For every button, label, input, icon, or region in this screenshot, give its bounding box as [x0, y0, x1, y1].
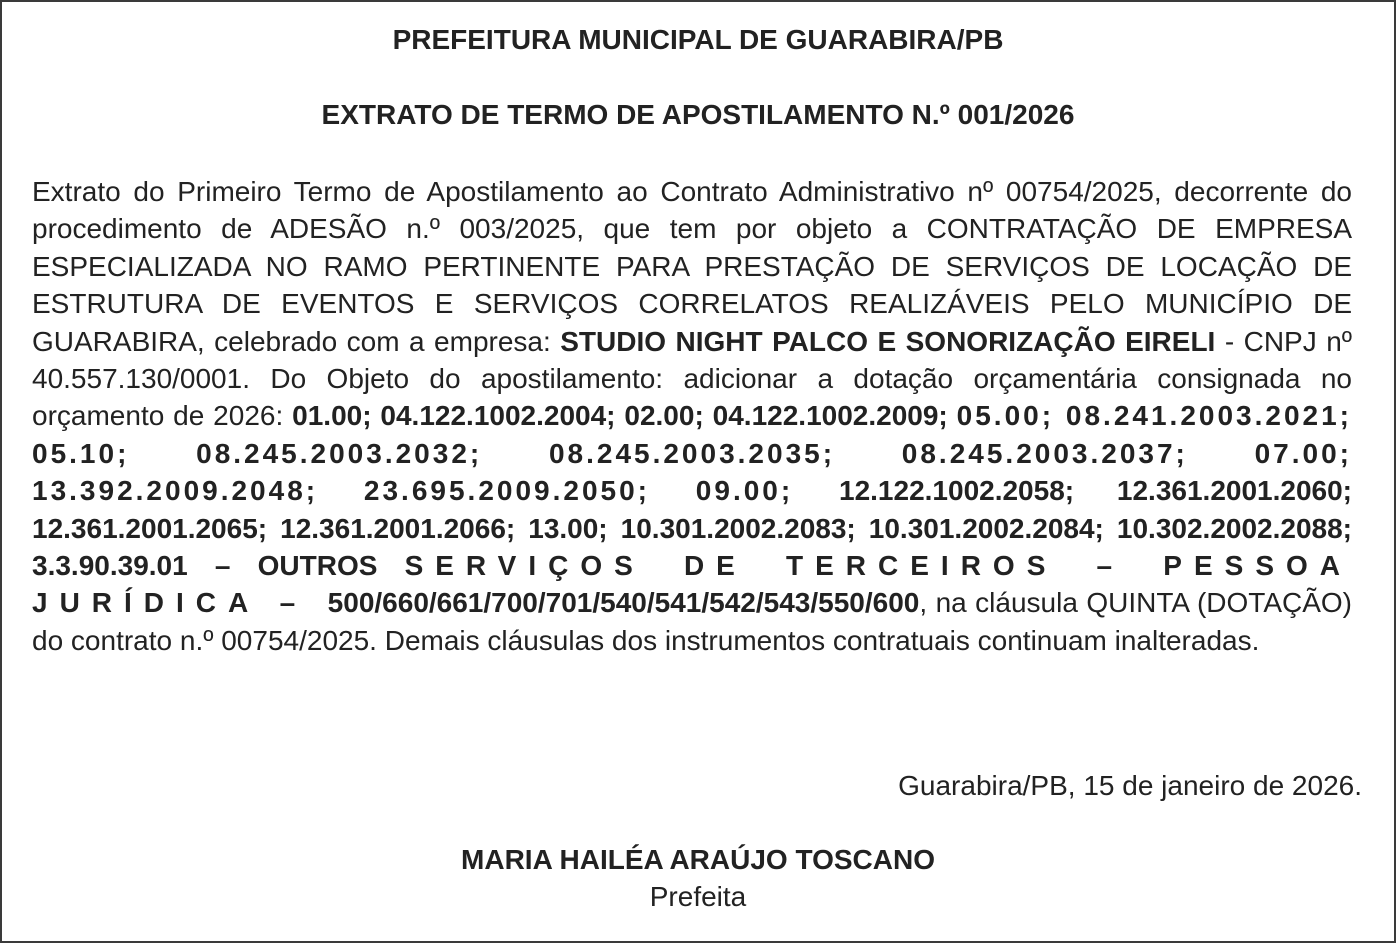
company-name: STUDIO NIGHT PALCO E SONORIZAÇÃO EIRELI	[560, 325, 1216, 357]
budget-codes-e: 500/660/661/700/701/540/541/542/543/550/600	[327, 587, 920, 619]
budget-codes-c: 12.122.1002.2058; 12.361.2001.2060; 12.361.2001.2065; 12.361.2001.2066; 13.00; 10.301.2002.2083; 10.301.2002.2084; 10.302.2002.2088; 3.3.90.39.01 – OUTROS	[32, 475, 1353, 582]
budget-codes-d: SERVIÇOS DE TERCEIROS – PESSOA JURÍDICA –	[32, 550, 1352, 619]
document-title: EXTRATO DE TERMO DE APOSTILAMENTO N.º 001/2026	[321, 99, 1075, 130]
signatory-role: Prefeita	[649, 881, 747, 912]
closing-text: , na cláusula QUINTA (DOTAÇÃO) do contrato n.º 00754/2025. Demais cláusulas dos instrumentos contratuais continuam inalteradas.	[32, 587, 1352, 656]
budget-codes-b: 05.00; 08.241.2003.2021; 05.10; 08.245.2003.2032; 08.245.2003.2035; 08.245.2003.2037; 07.00; 13.392.2009.2048; 23.695.2009.2050; 09.00;	[32, 400, 1353, 507]
institution-heading: PREFEITURA MUNICIPAL DE GUARABIRA/PB	[392, 24, 1004, 55]
place-date: Guarabira/PB, 15 de janeiro de 2026.	[898, 770, 1362, 801]
notice-body	[32, 173, 1352, 659]
signatory-name: MARIA HAILÉA ARAÚJO TOSCANO	[461, 844, 935, 875]
object-text: - CNPJ nº 40.557.130/0001. Do Objeto do apostilamento: adicionar a dotação orçamentária consignada no orçamento de 2026:	[32, 325, 1353, 432]
budget-codes-a: 01.00; 04.122.1002.2004; 02.00; 04.122.1002.2009;	[292, 400, 957, 432]
intro-text: Extrato do Primeiro Termo de Apostilamento ao Contrato Administrativo nº 00754/2025, decorrente do procedimento de ADESÃO n.º 003/2025, que tem por objeto a CONTRATAÇÃO DE EMPRESA ESPECIALIZADA NO RAMO PERTINENTE PARA PRESTAÇÃO DE SERVIÇOS DE LOCAÇÃO DE ESTRUTURA DE EVENTOS E SERVIÇOS CORRELATOS REALIZÁVEIS PELO MUNICÍPIO DE GUARABIRA, celebrado com a empresa:	[32, 176, 1352, 357]
